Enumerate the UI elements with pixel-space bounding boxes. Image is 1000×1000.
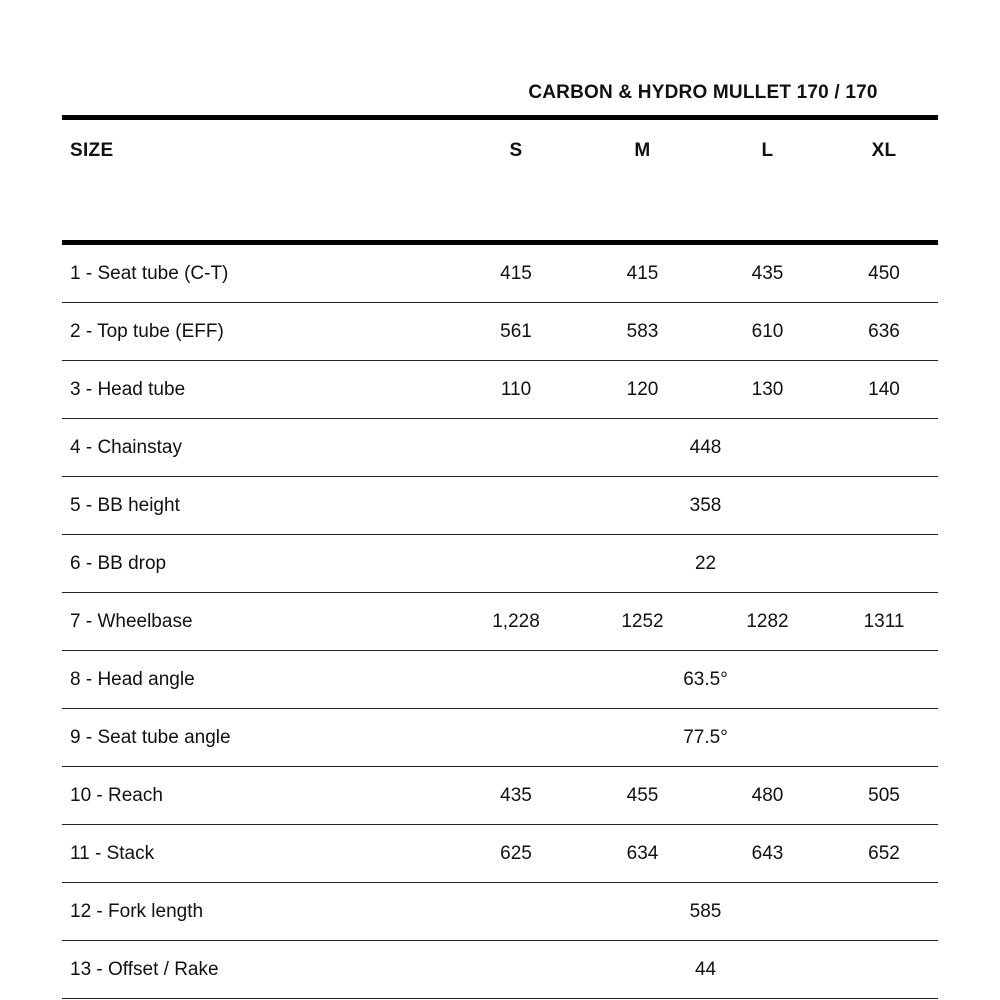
table-row	[62, 535, 938, 593]
row-label: 13 - Offset / Rake	[62, 941, 452, 999]
column-header-m: M	[580, 118, 705, 243]
cell-value-s: 415	[452, 243, 580, 303]
cell-value-l: 1282	[705, 593, 830, 651]
table-row	[62, 825, 938, 883]
row-label: 2 - Top tube (EFF)	[62, 303, 452, 361]
table-row	[62, 477, 938, 535]
cell-value-xl: 450	[830, 243, 938, 303]
column-header-s: S	[452, 118, 580, 243]
table-row	[62, 361, 938, 419]
table-row	[62, 243, 938, 303]
cell-value-m: 120	[580, 361, 705, 419]
table-row	[62, 883, 938, 941]
table-row	[62, 419, 938, 477]
cell-value-l: 643	[705, 825, 830, 883]
row-label: 10 - Reach	[62, 767, 452, 825]
row-label: 3 - Head tube	[62, 361, 452, 419]
table-row	[62, 767, 938, 825]
table-row	[62, 651, 938, 709]
cell-value-m: 634	[580, 825, 705, 883]
cell-span-value: 44	[452, 941, 938, 999]
cell-value-s: 110	[452, 361, 580, 419]
cell-value-xl: 652	[830, 825, 938, 883]
cell-span-value: 358	[452, 477, 938, 535]
cell-span-value: 77.5°	[452, 709, 938, 767]
cell-value-s: 561	[452, 303, 580, 361]
title-spacer	[62, 62, 452, 118]
row-label: 8 - Head angle	[62, 651, 452, 709]
cell-span-value: 448	[452, 419, 938, 477]
cell-span-value: 585	[452, 883, 938, 941]
row-label: 11 - Stack	[62, 825, 452, 883]
cell-span-value: 22	[452, 535, 938, 593]
geometry-table	[62, 62, 938, 999]
row-label: 9 - Seat tube angle	[62, 709, 452, 767]
column-header-l: L	[705, 118, 830, 243]
cell-value-xl: 140	[830, 361, 938, 419]
cell-value-s: 625	[452, 825, 580, 883]
cell-value-l: 435	[705, 243, 830, 303]
cell-value-l: 130	[705, 361, 830, 419]
cell-value-xl: 1311	[830, 593, 938, 651]
cell-value-l: 480	[705, 767, 830, 825]
cell-value-m: 1252	[580, 593, 705, 651]
cell-span-value: 63.5°	[452, 651, 938, 709]
row-label: 12 - Fork length	[62, 883, 452, 941]
table-row	[62, 709, 938, 767]
cell-value-m: 583	[580, 303, 705, 361]
column-header-xl: XL	[830, 118, 938, 243]
row-label: 1 - Seat tube (C-T)	[62, 243, 452, 303]
table-title: CARBON & HYDRO MULLET 170 / 170	[528, 82, 878, 103]
cell-value-m: 455	[580, 767, 705, 825]
table-row	[62, 593, 938, 651]
row-label: 5 - BB height	[62, 477, 452, 535]
cell-value-s: 1,228	[452, 593, 580, 651]
table-row	[62, 303, 938, 361]
cell-value-xl: 505	[830, 767, 938, 825]
size-column-header: SIZE	[62, 118, 452, 243]
cell-value-m: 415	[580, 243, 705, 303]
title-row	[62, 62, 938, 118]
cell-value-xl: 636	[830, 303, 938, 361]
cell-value-l: 610	[705, 303, 830, 361]
row-label: 4 - Chainstay	[62, 419, 452, 477]
row-label: 6 - BB drop	[62, 535, 452, 593]
header-row	[62, 118, 938, 243]
table-row	[62, 941, 938, 999]
row-label: 7 - Wheelbase	[62, 593, 452, 651]
table-body	[62, 243, 938, 999]
cell-value-s: 435	[452, 767, 580, 825]
